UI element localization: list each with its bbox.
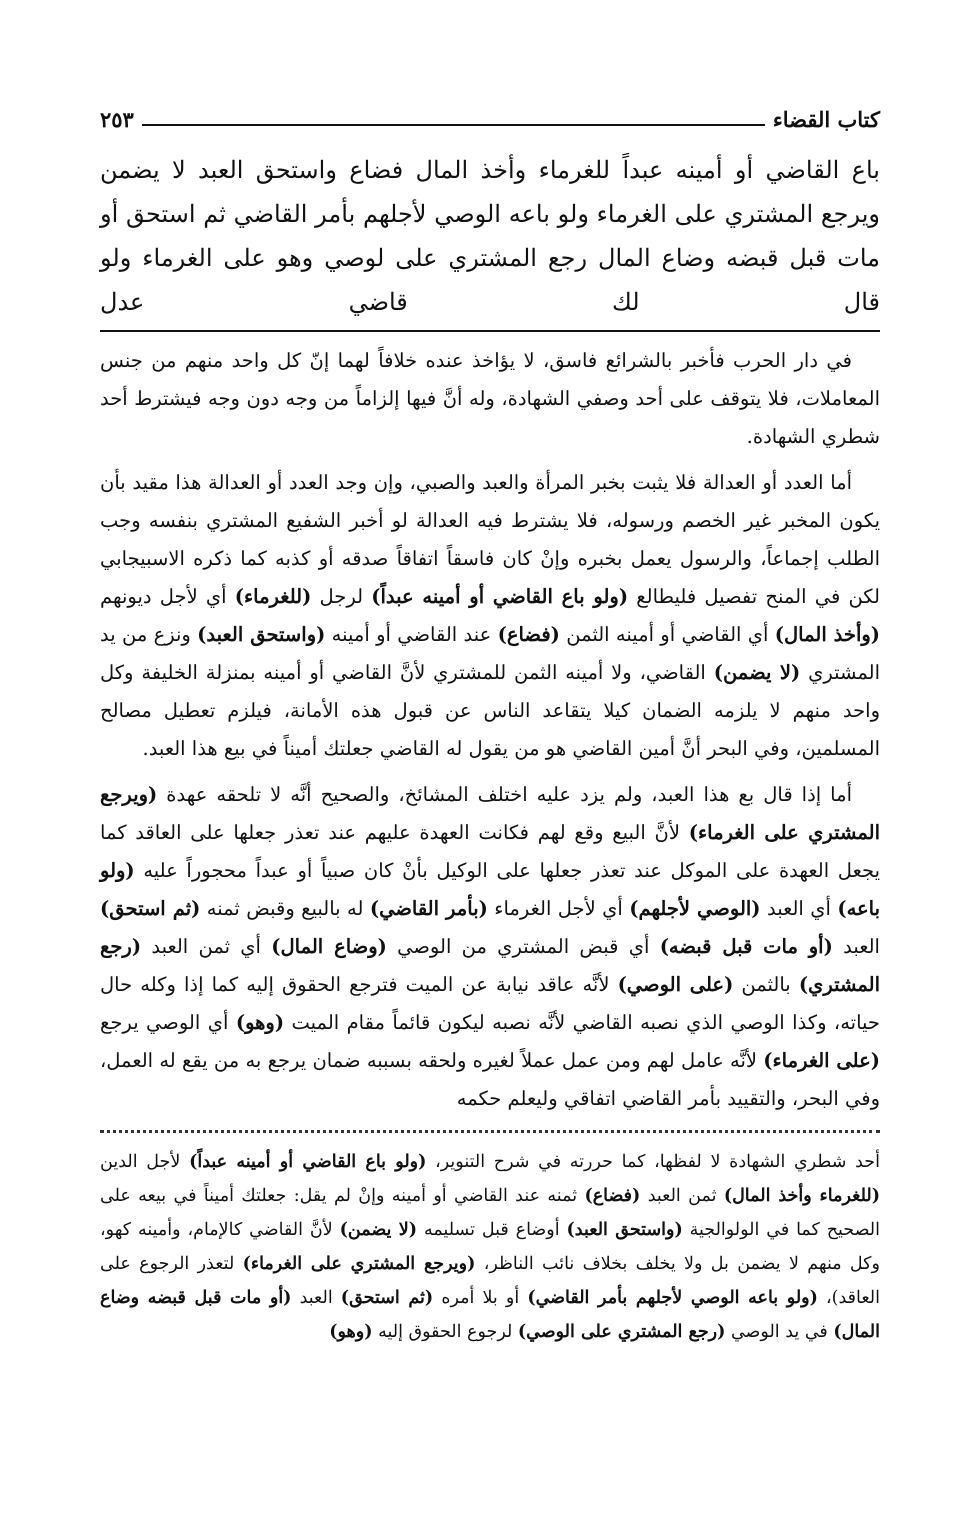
chapter-title: كتاب القضاء — [772, 106, 880, 132]
commentary-text: أي القاضي أو أمينه الثمن — [566, 623, 769, 646]
running-header — [100, 96, 880, 142]
matn-quote: (فضاع) — [584, 1186, 641, 1206]
footnote-text: لأجل الدين — [100, 1152, 181, 1172]
matn-quote: (ولو باع القاضي أو أمينه عبداً) — [189, 1152, 427, 1172]
matn-quote: (واستحق العبد) — [566, 1220, 683, 1240]
commentary-text: أي لأجل الغرماء — [494, 897, 623, 920]
matn-quote: (بأمر القاضي) — [369, 897, 488, 920]
matn-quote: (وأخذ المال) — [774, 623, 881, 646]
matn-quote: (على الغرماء) — [763, 1049, 881, 1072]
commentary-text: له بالبيع وقبض ثمنه — [206, 897, 364, 920]
matn-quote: (ثم استحق) — [340, 1288, 434, 1308]
matn-quote: (أو مات قبل قبضه وضاع المال) — [100, 1288, 880, 1342]
matn-quote: (وهو) — [235, 1011, 285, 1034]
commentary-text: لرجل — [319, 585, 364, 608]
footnote-text: لتعذر الرجوع على العاقد)، — [100, 1254, 880, 1308]
matn-quote: (ولو باعه) — [100, 859, 881, 920]
matn-quote: (ويرجع المشتري على الغرماء) — [100, 783, 881, 844]
matn-quote: (لا يضمن) — [339, 1220, 418, 1240]
matn-quote: (للغرماء وأخذ المال) — [723, 1186, 880, 1206]
matn-quote: (لا يضمن) — [713, 661, 801, 684]
matn-quote: (للغرماء) — [234, 585, 312, 608]
matn-quote: (على الوصي) — [617, 973, 734, 996]
book-page — [100, 96, 880, 1349]
matn-quote: (ثم استحق) — [100, 897, 201, 920]
commentary-text: لأنَّه عاقد نيابة عن الميت فترجع الحقوق إليه كما إذا وكله حال حياته، وكذا الوصي الذي نصبه القاضي لأنَّه نصبه ليكون قائماً مقام الميت — [100, 973, 880, 1034]
commentary-paragraph-2 — [100, 464, 880, 768]
footnote-text: أوضاع قبل تسليمه — [423, 1220, 560, 1240]
commentary-text: أما العدد أو العدالة فلا يثبت بخبر المرأة والعبد والصبي، وإن وجد العدد أو العدالة هذا مقيد بأن يكون المخبر غير الخصم ورسوله، فلا يشترط فيه العدالة لو أخبر الشفيع المشتري بنفسه وجب الطلب إجماعاً، والرسول يعمل بخبره وإنْ كان فاسقاً اتفاقاً صدقه أو كذبه كما ذكره الاسبيجابي لكن في المنح تفصيل فليطالع — [100, 471, 880, 608]
commentary-text: عند القاضي أو أمينه — [331, 623, 492, 646]
matn-paragraph: باع القاضي أو أمينه عبداً للغرماء وأخذ المال فضاع واستحق العبد لا يضمن ويرجع المشتري على الغرماء ولو باعه الوصي لأجلهم بأمر القاضي ثم استحق أو مات قبل قبضه وضاع المال رجع المشتري على لوصي وهو على الغرماء ولو قال لك قاضي عدل — [100, 156, 880, 316]
commentary-text: ونزع من يد المشتري — [100, 623, 881, 684]
commentary-text: لأنَّه عامل لهم ومن عمل عملاً لغيره ولحقه بسببه ضمان يرجع به من يقع له العمل، وفي البحر، والتقييد بأمر القاضي اتفاقي وليعلم حكمه — [100, 1049, 880, 1110]
matn-quote: (وهو) — [329, 1322, 373, 1342]
footnote-text: لرجوع الحقوق إليه — [378, 1322, 513, 1342]
matn-quote: (أو مات قبل قبضه) — [659, 935, 833, 958]
commentary-text: القاضي، ولا أمينه الثمن للمشتري لأنَّ القاضي أو أمينه بمنزلة الخليفة وكل واحد منهم لا يلزمه الضمان كيلا يتقاعد الناس عن قبول هذه الأمانة، فيلزم تعطيل مصالح المسلمين، وفي البحر أنَّ أمين القاضي هو من يقول له القاضي جعلتك أميناً في بيع هذا العبد. — [100, 661, 880, 760]
matn-quote: (وضاع المال) — [271, 935, 387, 958]
footnote-text: العبد — [299, 1288, 333, 1308]
matn-quote: (ولو باعه الوصي لأجلهم بأمر القاضي) — [527, 1288, 818, 1308]
commentary-text: بالثمن — [741, 973, 791, 996]
matn-quote: (واستحق العبد) — [197, 623, 326, 646]
commentary-paragraph-3 — [100, 776, 880, 1118]
commentary-text: أي الوصي يرجع — [100, 1011, 229, 1034]
header-rule — [142, 124, 765, 126]
page-number: ٢٥٣ — [100, 106, 134, 132]
commentary-block — [100, 342, 880, 1118]
commentary-paragraph-1: في دار الحرب فأخبر بالشرائع فاسق، لا يؤاخذ عنده خلافاً لهما إنّ كل واحد منهم من جنس المعاملات، فلا يتوقف على أحد وصفي الشهادة، وله أنَّ فيها إلزاماً من وجه دون وجه فيشترط أحد شطري الشهادة. — [100, 349, 880, 448]
matn-separator-rule — [100, 330, 880, 332]
matn-quote: (ولو باع القاضي أو أمينه عبداً) — [371, 585, 629, 608]
commentary-text: أي لأجل ديونهم — [100, 585, 227, 608]
matn-quote: (رجع المشتري على الوصي) — [517, 1322, 726, 1342]
commentary-text: أما إذا قال بع هذا العبد، ولم يزد عليه اختلف المشائخ، والصحيح أنَّه لا تلحقه عهدة — [166, 783, 852, 806]
matn-text-block — [100, 148, 880, 324]
commentary-text: أي قبض المشتري من الوصي — [397, 935, 650, 958]
footnote-text: ثمن العبد — [647, 1186, 717, 1206]
matn-quote: (ويرجع المشتري على الغرماء) — [242, 1254, 476, 1274]
footnote-text: في يد الوصي — [730, 1322, 828, 1342]
commentary-text: لأنَّ البيع وقع لهم فكانت العهدة عليهم عند تعذر جعلها على العاقد كما يجعل العهدة على الموكل عند تعذر جعلها على الوكيل بأنْ كان صبياً أو عبداً محجوراً عليه — [100, 821, 881, 882]
matn-quote: (فضاع) — [497, 623, 560, 646]
matn-quote: (الوصي لأجلهم) — [629, 897, 761, 920]
dotted-separator — [100, 1130, 880, 1133]
commentary-text: العبد — [843, 935, 880, 958]
footnote-text: لأنَّ القاضي كالإمام، وأمينه كهو، وكل منهم لا يضمن بل ولا يخلف بخلاف نائب الناظر، — [100, 1220, 880, 1274]
footnote-text: ثمنه عند القاضي أو أمينه وإنْ لم يقل: جعلتك أميناً في بيعه على الصحيح كما في الولوالجية — [100, 1186, 880, 1240]
footnote-paragraph — [100, 1145, 880, 1349]
matn-quote: (رجع المشتري) — [100, 935, 880, 996]
footnote-text: أو بلا أمره — [441, 1288, 520, 1308]
footnote-text: أحد شطري الشهادة لا لفظها، كما حررته في شرح التنوير، — [435, 1152, 880, 1172]
commentary-text: أي العبد — [766, 897, 831, 920]
commentary-text: أي ثمن العبد — [151, 935, 261, 958]
footnote-block — [100, 1145, 880, 1349]
